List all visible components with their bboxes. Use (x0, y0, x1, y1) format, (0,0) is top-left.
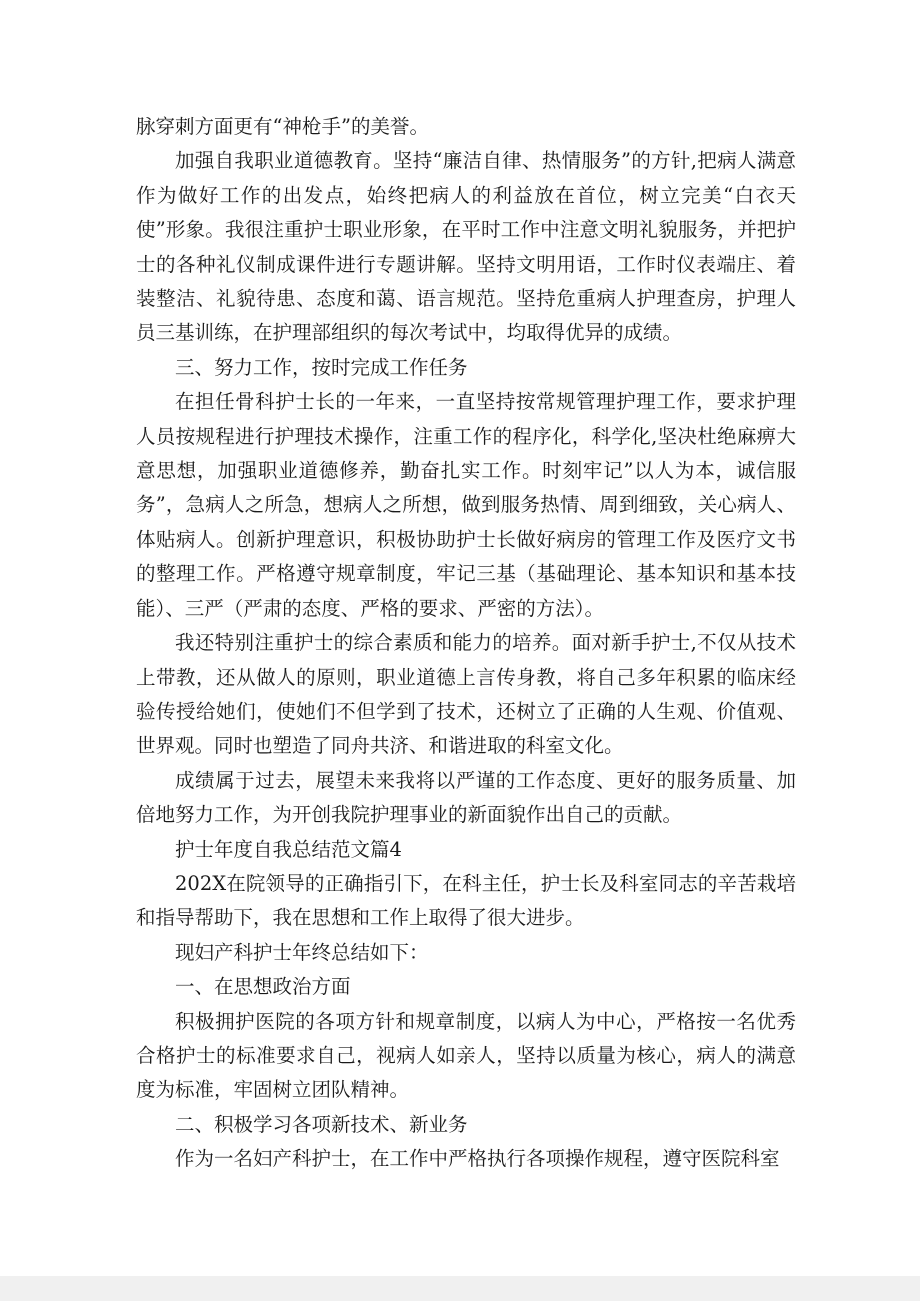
article-title-4: 护士年度自我总结范文篇4 (175, 837, 402, 861)
paragraph-12: 作为一名妇产科护士，在工作中严格执行各项操作规程，遵守医院科室 (175, 1147, 780, 1171)
paragraph-3: 在担任骨科护士长的一年来，一直坚持按常规管理护理工作，要求护理人员按规程进行护理技术操作，注重工作的程序化，科学化,坚决杜绝麻痹大意思想，加强职业道德修养，勤奋扎实工作。时刻牢记”以人为本，诚信服务”，急病人之所急，想病人之所想，做到服务热情、周到细致，关心病人、体贴病人。创新护理意识，积极协助护士长做好病房的管理工作及医疗文书的整理工作。严格遵守规章制度，牢记三基（基础理论、基本知识和基本技能）、三严（严肃的态度、严格的要求、严密的方法）。 (136, 390, 796, 620)
paragraph-7: 202X在院领导的正确指引下，在科主任，护士长及科室同志的辛苦栽培和指导帮助下，我在思想和工作上取得了很大进步。 (136, 871, 796, 930)
page-footer-bar (0, 1276, 920, 1301)
paragraph-1: 加强自我职业道德教育。坚持“廉洁自律、热情服务”的方针,把病人满意作为做好工作的出发点，始终把病人的利益放在首位，树立完美“白衣天使”形象。我很注重护士职业形象，在平时工作中注意文明礼貌服务，并把护士的各种礼仪制成课件进行专题讲解。坚持文明用语，工作时仪表端庄、着装整洁、礼貌待患、态度和蔼、语言规范。坚持危重病人护理查房，护理人员三基训练，在护理部组织的每次考试中，均取得优异的成绩。 (136, 149, 796, 345)
paragraph-8: 现妇产科护士年终总结如下： (175, 940, 429, 964)
section-heading-2: 二、积极学习各项新技术、新业务 (175, 1112, 468, 1136)
section-heading-1: 一、在思想政治方面 (175, 975, 351, 999)
paragraph-4: 我还特别注重护士的综合素质和能力的培养。面对新手护士,不仅从技术上带教，还从做人的原则，职业道德上言传身教，将自己多年积累的临床经验传授给她们，使她们不但学到了技术，还树立了正确的人生观、价值观、世界观。同时也塑造了同舟共济、和谐进取的科室文化。 (136, 631, 796, 758)
document-body (136, 110, 796, 1177)
paragraph-10: 积极拥护医院的各项方针和规章制度，以病人为中心，严格按一名优秀合格护士的标准要求自己，视病人如亲人，坚持以质量为核心，病人的满意度为标准，牢固树立团队精神。 (136, 1009, 796, 1102)
paragraph-0: 脉穿刺方面更有“神枪手”的美誉。 (136, 115, 429, 138)
paragraph-5: 成绩属于过去，展望未来我将以严谨的工作态度、更好的服务质量、加倍地努力工作，为开创我院护理事业的新面貌作出自己的贡献。 (136, 768, 796, 827)
section-heading-3: 三、努力工作，按时完成工作任务 (175, 355, 468, 379)
